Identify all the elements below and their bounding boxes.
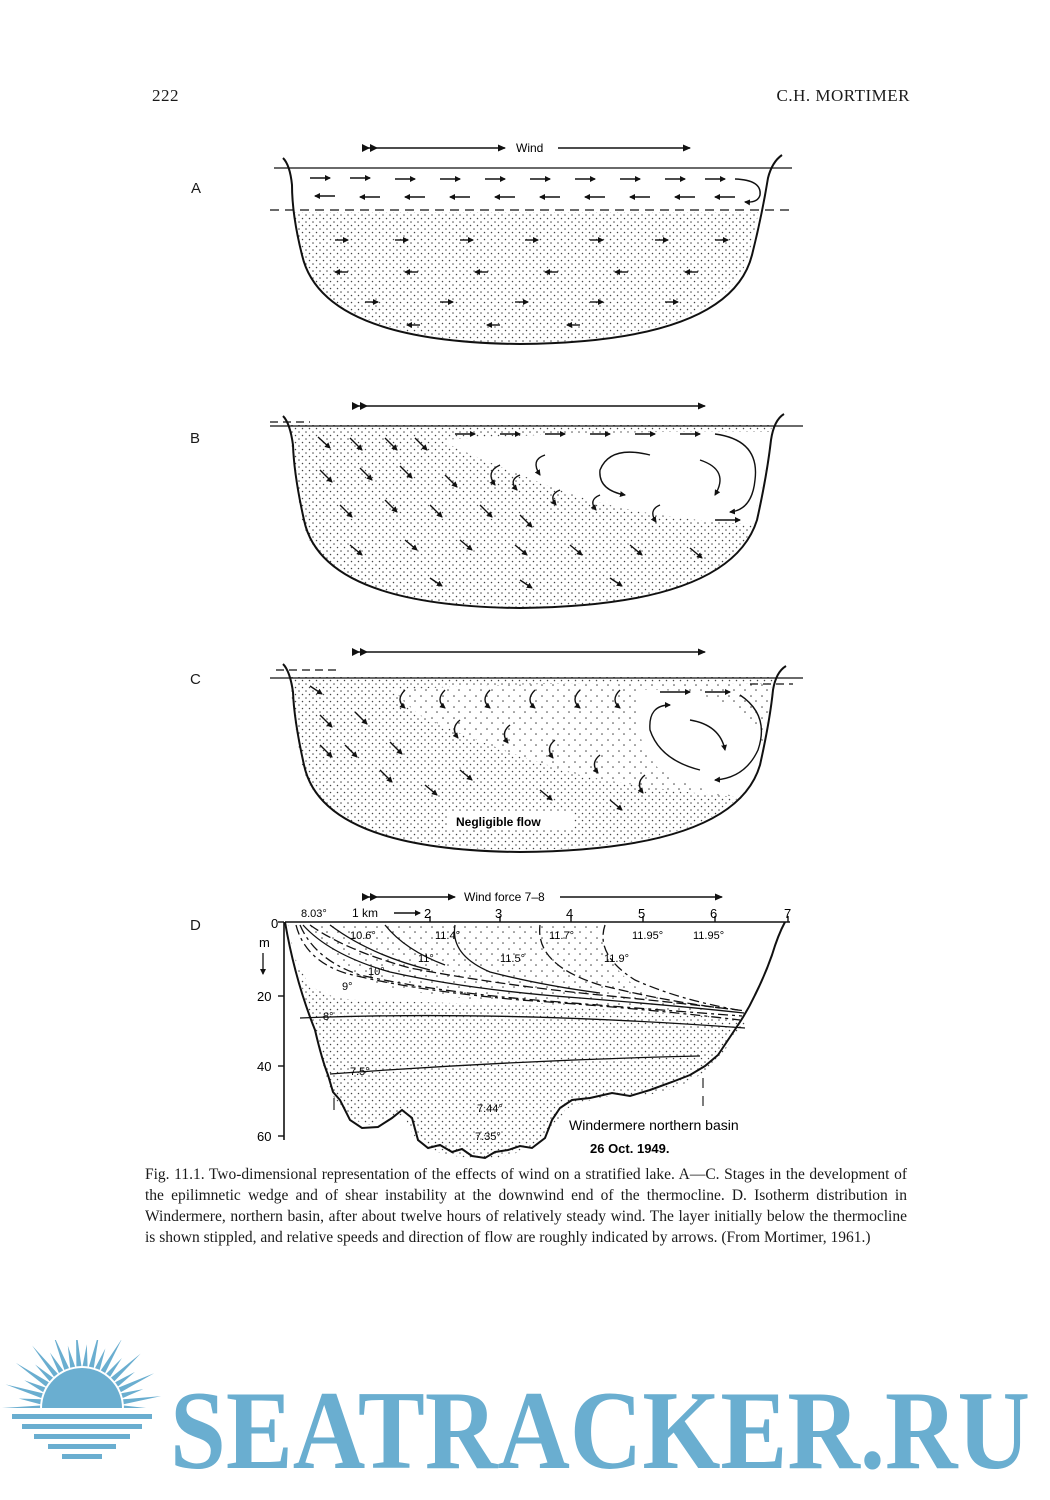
sun-ray [83, 1344, 88, 1366]
isotherm-label: 11° [418, 953, 434, 965]
isotherm-label: 11.95° [693, 930, 725, 942]
depth-unit: m [259, 935, 270, 950]
sun-logo [0, 1340, 165, 1500]
basin-name: Windermere northern basin [569, 1117, 739, 1133]
panel-a-wind-label: Wind [516, 141, 544, 155]
x-tick: 3 [495, 906, 503, 921]
sun-ray [101, 1340, 122, 1373]
panel-d-label: D [190, 917, 201, 934]
sun-ray [119, 1373, 154, 1392]
panel-a-diagram [270, 141, 792, 352]
panel-b-label: B [190, 430, 201, 447]
panel-b-diagram [270, 402, 803, 620]
page-number: 222 [152, 86, 179, 105]
watermark [0, 1340, 1050, 1500]
panel-c-diagram [270, 648, 803, 860]
sun-ray [53, 1340, 69, 1370]
sun-ray [68, 1346, 75, 1368]
depth-tick: 60 [257, 1129, 272, 1144]
sun-ray [19, 1399, 41, 1405]
isotherm-label: 7.35° [475, 1131, 501, 1143]
sun-ray [16, 1363, 49, 1387]
panel-d-diagram [257, 890, 791, 1158]
panel-d-wind-label: Wind force 7–8 [464, 890, 545, 904]
running-head: C.H. MORTIMER [776, 86, 910, 105]
panel-c-label: C [190, 671, 201, 688]
isotherm-label: 8.03° [301, 908, 327, 920]
depth-tick: 20 [257, 989, 272, 1004]
isotherm-label: 11.9° [604, 953, 629, 965]
isotherm-label: 10° [368, 966, 385, 978]
isotherm-label: 10.6° [350, 930, 376, 942]
isotherm-label: 7.5° [350, 1066, 370, 1078]
isotherm-label: 9° [342, 981, 353, 993]
x-tick: 2 [424, 906, 432, 921]
x-tick: 6 [710, 906, 718, 921]
x-tick: 7 [784, 906, 792, 921]
isotherm-label: 11.95° [632, 930, 664, 942]
panel-a-label: A [191, 180, 202, 197]
figure-caption: Fig. 11.1. Two-dimensional representation of the effects of wind on a stratified lake. A—C. Stages in the development of the epilimnetic wedge and of shear instability at the downwind end of the thermocline. D. Isotherm distribution in Windermere, northern basin, after about twelve hours of relatively steady wind. The layer initially below the thermocline is shown stippled, and relative speeds and direction of flow are roughly indicated by arrows. (From Mortimer, 1961.) [145, 1166, 907, 1246]
isotherm-label: 11.5° [500, 953, 525, 965]
isotherm-label: 8° [323, 1011, 334, 1023]
isotherm-label: 7.44° [477, 1103, 503, 1115]
x-tick: 5 [638, 906, 646, 921]
watermark-text: SEATRACKER.RU [170, 1369, 1030, 1493]
km-scale-label: 1 km [352, 906, 379, 920]
depth-zero: 0 [271, 916, 279, 931]
negligible-flow-label: Negligible flow [456, 815, 541, 829]
sun-ray [76, 1340, 81, 1366]
isotherm-label: 11.4° [435, 930, 460, 942]
x-tick: 4 [566, 906, 574, 921]
sun-ray [123, 1396, 161, 1404]
survey-date: 26 Oct. 1949. [590, 1141, 670, 1156]
depth-tick: 40 [257, 1059, 272, 1074]
sun-ray [121, 1389, 143, 1398]
isotherm-label: 11.7° [549, 930, 574, 942]
